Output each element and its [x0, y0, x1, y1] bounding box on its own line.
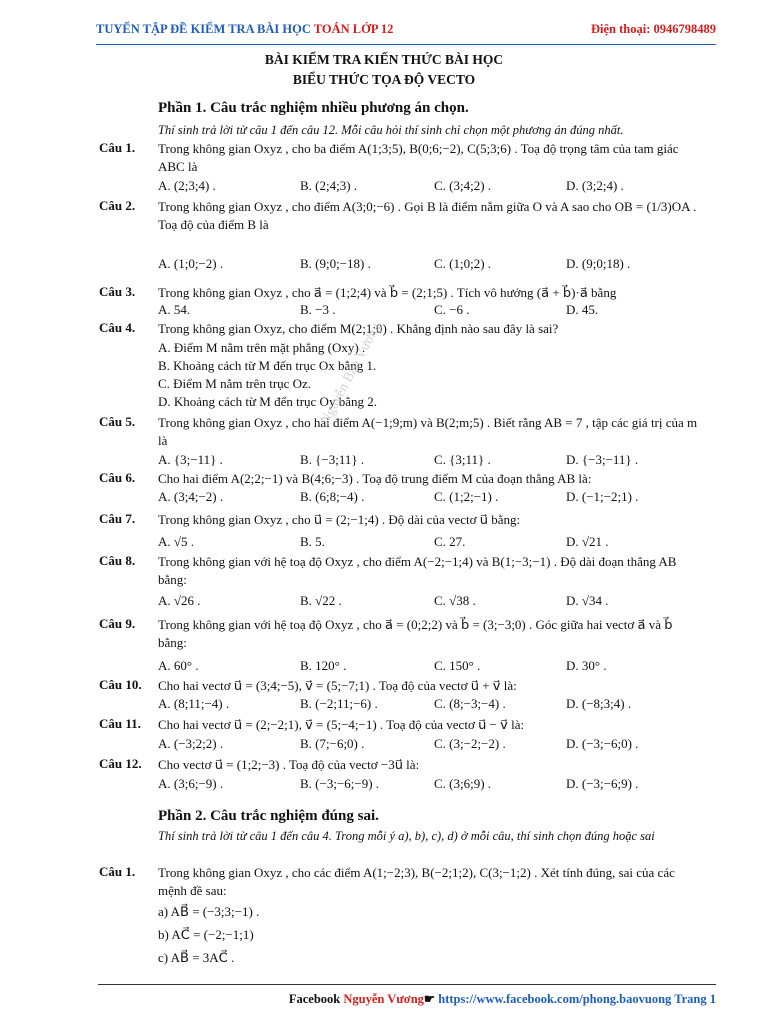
answer-options [158, 534, 718, 550]
doc-title-line2: BIỂU THỨC TỌA ĐỘ VECTO [292, 72, 476, 87]
statement-d: D. Khoảng cách từ M đến trục Oy bằng 2. [158, 394, 377, 409]
option-a: A. √26 . [158, 593, 201, 608]
option-b: B. 5. [300, 534, 325, 549]
option-c: C. (1;2;−1) . [434, 489, 499, 504]
question-number: Câu 5. [99, 414, 136, 429]
question-text: Cho vectơ u⃗ = (1;2;−3) . Toạ độ của vectơ −3u⃗ là: [158, 757, 420, 772]
question-text: Trong không gian Oxyz , cho hai điểm A(−1;9;m) và B(2;m;5) . Biết rằng AB = 7 , tập các giá trị của m là [158, 415, 698, 448]
question-text: Trong không gian Oxyz , cho u⃗ = (2;−1;4) . Độ dài của vectơ u⃗ bằng: [158, 512, 521, 527]
option-b: B. (−3;−6;−9) . [300, 776, 380, 791]
option-b: B. (−2;11;−6) . [300, 696, 378, 711]
answer-options [158, 776, 718, 792]
question-text: Trong không gian Oxyz , cho điểm A(3;0;−6) . Gọi B là điểm nằm giữa O và A sao cho OB = (1/3)OA . Toạ độ của điểm B là [158, 199, 697, 232]
option-a: A. (1;0;−2) . [158, 256, 224, 271]
header-title [96, 22, 393, 37]
answer-options [158, 658, 718, 674]
option-d: D. (−3;−6;9) . [566, 776, 639, 791]
option-c: C. (3;6;9) . [434, 776, 492, 791]
option-c: C. (8;−3;−4) . [434, 696, 506, 711]
question-number: Câu 2. [99, 198, 136, 213]
statement-a: A. Điểm M nằm trên mặt phẳng (Oxy) . [158, 340, 366, 355]
footer-link[interactable]: https://www.facebook.com/phong.baovuong [438, 992, 672, 1006]
question-number: Câu 4. [99, 320, 136, 335]
question-text: Trong không gian với hệ toạ độ Oxyz , cho điểm A(−2;−1;4) và B(1;−3;−1) . Độ dài đoạn thẳng AB bằng: [158, 554, 677, 587]
question-text: Cho hai vectơ u⃗ = (3;4;−5), v⃗ = (5;−7;1) . Toạ độ của vectơ u⃗ + v⃗ là: [158, 678, 517, 693]
page-header [96, 20, 716, 45]
question-number: Câu 1. [99, 864, 136, 879]
question-text: Trong không gian Oxyz, cho điểm M(2;1;0) . Khẳng định nào sau đây là sai? [158, 321, 559, 336]
option-c: C. (3;4;2) . [434, 178, 492, 193]
question-number: Câu 8. [99, 553, 136, 568]
option-d: D. 30° . [566, 658, 607, 673]
statement-c: c) AB⃗ = 3AC⃗ . [158, 950, 235, 965]
option-d: D. √21 . [566, 534, 609, 549]
part1-heading: Phần 1. Câu trắc nghiệm nhiều phương án chọn. [158, 100, 469, 116]
option-c: C. −6 . [434, 302, 470, 317]
question-number: Câu 1. [99, 140, 136, 155]
statement-c: C. Điểm M nằm trên trục Oz. [158, 376, 312, 391]
pointing-hand-icon: ☛ [423, 992, 436, 1006]
option-a: A. (3;6;−9) . [158, 776, 224, 791]
doc-title-line1: BÀI KIỂM TRA KIẾN THỨC BÀI HỌC [264, 52, 504, 67]
option-d: D. (3;2;4) . [566, 178, 624, 193]
option-b: B. (7;−6;0) . [300, 736, 365, 751]
option-b: B. 120° . [300, 658, 347, 673]
option-b: B. (9;0;−18) . [300, 256, 371, 271]
option-d: D. (−3;−6;0) . [566, 736, 639, 751]
question-number: Câu 10. [99, 677, 142, 692]
answer-options [158, 593, 718, 609]
option-b: B. {−3;11} . [300, 452, 365, 467]
option-d: D. {−3;−11} . [566, 452, 639, 467]
option-a: A. {3;−11} . [158, 452, 223, 467]
option-c: C. (3;−2;−2) . [434, 736, 506, 751]
question-number: Câu 3. [99, 284, 136, 299]
footer-author: Nguyễn Vương [343, 992, 424, 1006]
question-number: Câu 12. [99, 756, 142, 771]
part2-heading: Phần 2. Câu trắc nghiệm đúng sai. [158, 808, 379, 824]
answer-options [158, 736, 718, 752]
page-number: Trang 1 [674, 992, 716, 1006]
question-number: Câu 9. [99, 616, 136, 631]
question-text: Trong không gian Oxyz , cho ba điểm A(1;3;5), B(0;6;−2), C(5;3;6) . Toạ độ trọng tâm của tam giác ABC là [158, 141, 679, 174]
option-c: C. √38 . [434, 593, 476, 608]
question-text: Trong không gian Oxyz , cho các điểm A(1;−2;3), B(−2;1;2), C(3;−1;2) . Xét tính đúng, sai của các mệnh đề sau: [158, 865, 675, 898]
option-a: A. (−3;2;2) . [158, 736, 224, 751]
option-d: D. (−1;−2;1) . [566, 489, 639, 504]
answer-options [158, 452, 718, 468]
page-footer [98, 984, 716, 1011]
option-c: C. {3;11} . [434, 452, 491, 467]
watermark: Nguyễn Bảo Vương [318, 320, 385, 428]
answer-options [158, 256, 718, 272]
option-d: D. 45. [566, 302, 599, 317]
answer-options [158, 696, 718, 712]
option-b: B. √22 . [300, 593, 342, 608]
question-number: Câu 6. [99, 470, 136, 485]
header-phone: Điện thoại: 0946798489 [591, 22, 716, 36]
statement-a: a) AB⃗ = (−3;3;−1) . [158, 904, 260, 919]
statement-b: b) AC⃗ = (−2;−1;1) [158, 927, 254, 942]
question-number: Câu 7. [99, 511, 136, 526]
question-text: Trong không gian Oxyz , cho a⃗ = (1;2;4) và b⃗ = (2;1;5) . Tích vô hướng (a⃗ + b⃗)·a⃗ bằng [158, 285, 617, 300]
option-b: B. −3 . [300, 302, 336, 317]
header-title-main: TUYỂN TẬP ĐỀ KIỂM TRA BÀI HỌC [96, 22, 311, 36]
statement-b: B. Khoảng cách từ M đến trục Ox bằng 1. [158, 358, 377, 373]
option-d: D. (−8;3;4) . [566, 696, 632, 711]
question-number: Câu 11. [99, 716, 141, 731]
option-b: B. (2;4;3) . [300, 178, 358, 193]
question-text: Trong không gian với hệ toạ độ Oxyz , cho a⃗ = (0;2;2) và b⃗ = (3;−3;0) . Góc giữa hai vectơ a⃗ và b⃗ bằng: [158, 617, 673, 650]
option-a: A. 60° . [158, 658, 199, 673]
option-d: D. (9;0;18) . [566, 256, 631, 271]
option-a: A. (2;3;4) . [158, 178, 216, 193]
question-text: Cho hai điểm A(2;2;−1) và B(4;6;−3) . Toạ độ trung điểm M của đoạn thẳng AB là: [158, 471, 592, 486]
part1-instruction: Thí sinh trả lời từ câu 1 đến câu 12. Mỗi câu hỏi thí sinh chỉ chọn một phương án đúng nhất. [158, 123, 624, 137]
answer-options [158, 489, 718, 505]
option-c: C. 150° . [434, 658, 481, 673]
answer-options [158, 178, 718, 194]
question-text: Cho hai vectơ u⃗ = (2;−2;1), v⃗ = (5;−4;−1) . Toạ độ của vectơ u⃗ − v⃗ là: [158, 717, 525, 732]
option-c: C. 27. [434, 534, 466, 549]
option-a: A. √5 . [158, 534, 195, 549]
option-a: A. (8;11;−4) . [158, 696, 230, 711]
answer-options [158, 302, 718, 318]
option-d: D. √34 . [566, 593, 609, 608]
option-a: A. (3;4;−2) . [158, 489, 224, 504]
footer-facebook-label: Facebook [288, 992, 341, 1006]
part2-instruction: Thí sinh trả lời từ câu 1 đến câu 4. Trong mỗi ý a), b), c), d) ở mỗi câu, thí sinh chọn đúng hoặc sai [158, 829, 655, 843]
option-a: A. 54. [158, 302, 191, 317]
header-title-grade: TOÁN LỚP 12 [313, 22, 394, 36]
option-b: B. (6;8;−4) . [300, 489, 365, 504]
option-c: C. (1;0;2) . [434, 256, 492, 271]
